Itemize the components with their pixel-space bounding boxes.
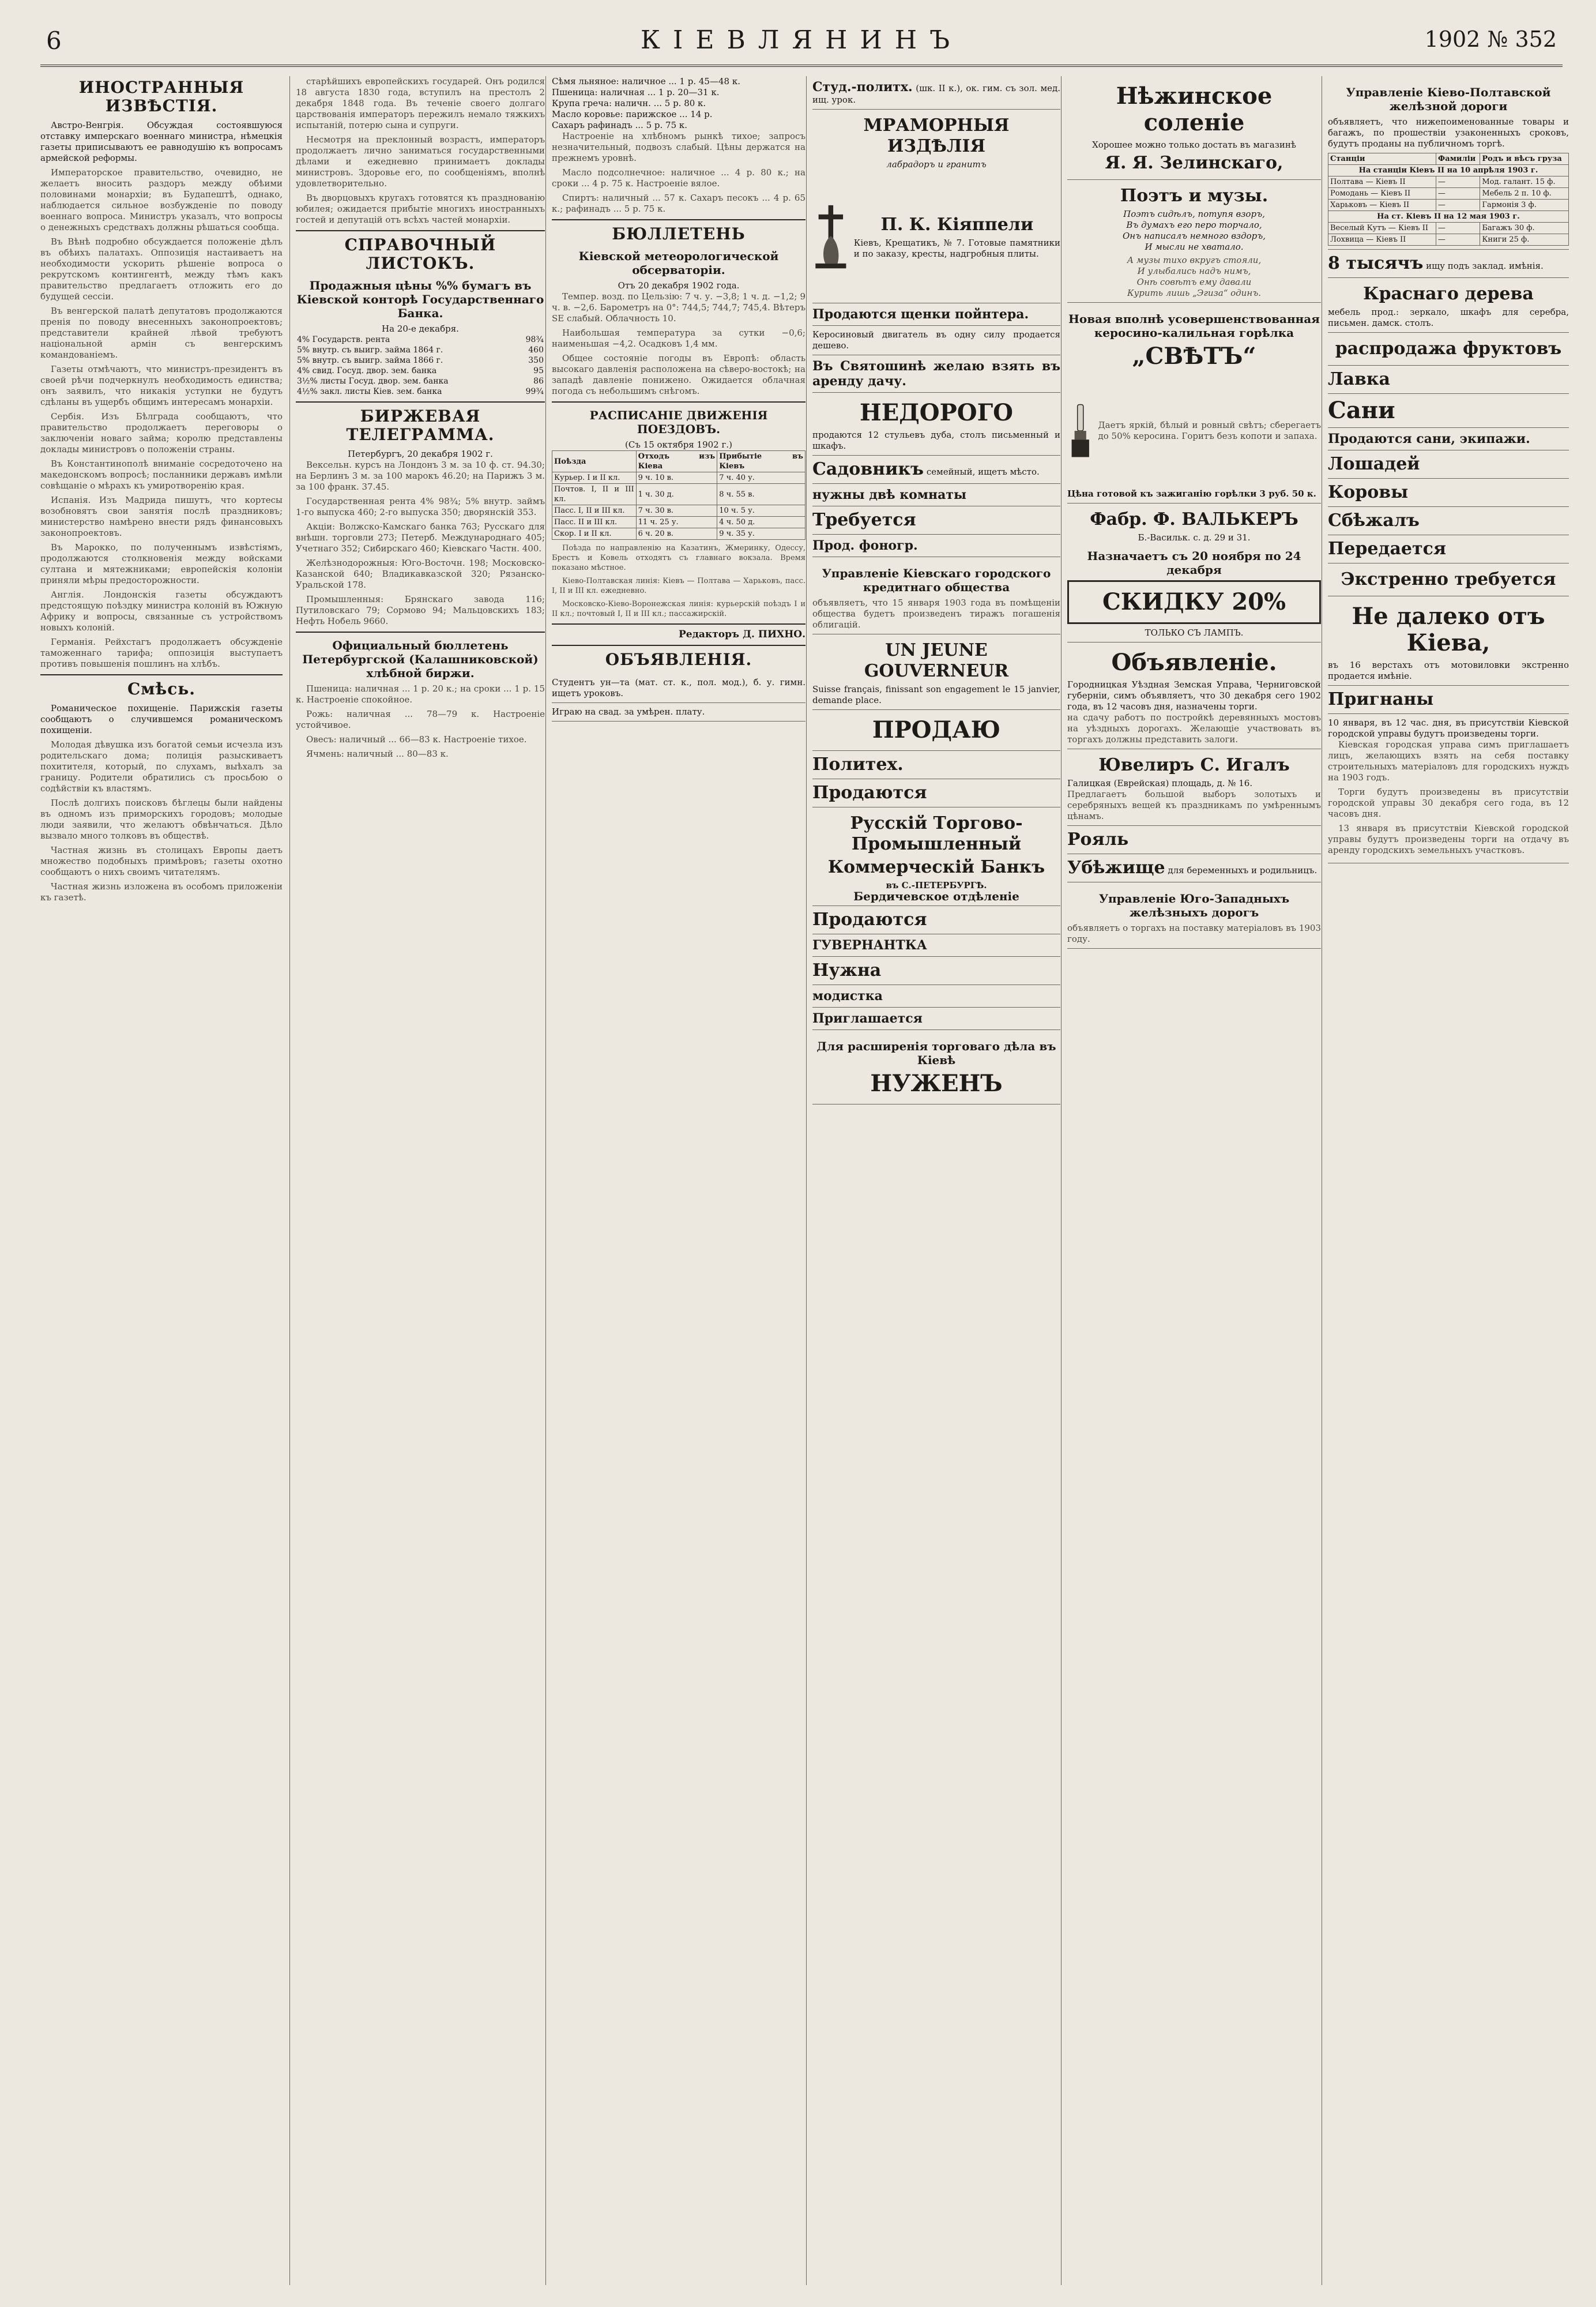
table-row: Лохвица — Кіевъ II — Книги 25 ф. [1328,234,1569,246]
column-ads-left [806,76,1060,2285]
ad-gardener: Садовникъ семейный, ищетъ мѣсто. [812,456,1060,484]
column-header: Фамиліи [1436,153,1480,165]
ad-announcement: Объявленіе. Городницкая Уѣздная Земская Управа, Черниговской губерніи, симъ объявляетъ, что 30 декабря сего 1902 года, въ 12 часовъ дня, назначены торги. на сдачу работъ по постройкѣ деревянныхъ мостовъ на уѣздныхъ дорогахъ. Желающіе участвовать въ торгахъ должны представить залоги. [1067,642,1321,749]
jeweler-text: Галицкая (Еврейская) площадь, д. № 16. [1067,778,1253,788]
cross-monument-illustration [812,172,849,299]
sw-railway-title: Управленіе Юго-Западныхъ желѣзныхъ дорогъ [1098,892,1290,919]
zelinsky-name: Я. Я. Зелинскаго, [1105,153,1283,173]
timetable-subheading: (Съ 15 октября 1902 г.) [625,439,732,450]
column-markets [545,76,805,2285]
column-reference [289,76,545,2285]
rate-value: 460 [528,345,544,355]
table-row: Харьковъ — Кіевъ II — Гармонія 3 ф. [1328,200,1569,211]
marble-text: Кіевъ, Крещатикъ, № 7. Готовые памятники и по заказу, кресты, надгробныя плиты. [853,238,1060,259]
page-number: 6 [46,27,62,55]
ad-jeweler: Ювелиръ С. Игалъ Галицкая (Еврейская) площадь, д. № 16. Предлагаетъ большой выборъ золотыхъ и серебряныхъ вещей къ праздникамъ по умѣреннымъ цѣнамъ. [1067,749,1321,826]
reference-subheading: Продажныя цѣны %% бумагъ въ Кіевской конторѣ Государственнаго Банка. [296,279,544,320]
walker-address: Б.-Васильк. с. д. 29 и 31. [1138,532,1251,543]
rate-name: 4½% закл. листы Кіев. зем. банка [297,387,442,396]
rate-value: 99¾ [525,387,544,396]
divider [296,230,545,231]
reference-date: На 20-е декабря. [382,324,459,334]
ad-commercial-bank [812,807,1060,906]
mahogany-title: Краснаго дерева [1363,284,1534,304]
auction-text: 10 января, въ 12 час. дня, въ присутствіи Кіевской городской управы будутъ произведены торги. [1328,717,1569,739]
bulletin-heading: БЮЛЛЕТЕНЬ [612,224,746,243]
market-list [552,76,805,131]
rate-name: 3½% листы Госуд. двор. зем. банка [297,377,449,386]
rates-table [296,335,545,397]
divider [296,632,545,633]
divider [40,674,283,675]
table-row: Ромодань — Кіевъ II — Мебель 2 п. 10 ф. [1328,188,1569,200]
column-header: Отходъ изъ Кіева [636,451,717,472]
ad-estate [1328,596,1569,686]
table-row [296,355,545,366]
railway-title: Управленіе Кіево-Полтавской желѣзной дороги [1346,85,1551,113]
ad-dogs: Продаются щенки пойнтера. [812,303,1060,326]
column-header: Станціи [1328,153,1436,165]
divider [296,401,545,403]
article-continued: старѣйшихъ европейскихъ государей. Онъ родился 18 августа 1830 года, вступилъ на престолъ 2 декабря 1848 года. Въ теченіе своего долгаго царствованія императоръ пережилъ немало тяжкихъ испытаній, потерю сына и супруги. Несмотря на преклонный возрастъ, императоръ продолжаетъ лично заниматься государственными дѣлами и ежедневно принимаетъ доклады министровъ. Здоровье его, по сообщеніямъ, вполнѣ удовлетворительно. Въ дворцовыхъ кругахъ готовятся къ празднованію юбилея; ожидается прибытіе многихъ иностранныхъ гостей и депутацій отъ всѣхъ частей монархіи. [296,76,545,225]
ad-cheap-title: НЕДОРОГО [859,399,1014,426]
lamp-illustration [1067,373,1093,489]
announcement-heading: Объявленіе. [1111,649,1277,676]
ad-kiev-poltava-railway [1328,76,1569,250]
divider [552,623,805,625]
railway-text: объявляетъ, что нижепоименованные товары и багажъ, по прошествіи узаконенныхъ сроковъ, будутъ проданы на публичномъ торгѣ. [1328,117,1569,149]
poem-line: И мысли не хватало. [1145,242,1244,252]
table-row: На ст. Кіевъ II на 12 мая 1903 г. [1328,211,1569,223]
market-line: Сѣмя льняное: наличное ... 1 р. 45—48 к. [552,76,740,87]
ad-piano: Рояль [1067,826,1321,854]
misc-lead: Романическое похищеніе. Парижскія газеты сообщаютъ о случившемся романическомъ похищеніи. [40,703,283,735]
market-line: Пшеница: наличная ... 1 р. 20—31 к. [552,87,720,97]
ad-marble [812,110,1060,303]
column-header: Прибытіе въ Кіевъ [717,451,805,472]
bulletin-body: Темпер. возд. по Цельзію: 7 ч. у. −3,8; 1 ч. д. −1,2; 9 ч. в. −2,6. Барометръ на 0°: 744,5; 744,7; 745,4. Вѣтеръ SE слабый. Облачность 10. Наибольшая температура за сутки −0,6; наименьшая −4,2. Осадковъ 1,4 мм. Общее состояніе погоды въ Европѣ: область высокаго давленія расположена на сѣверо-востокѣ; на западѣ давленіе понижено. Ожидается облачная погода съ небольшимъ снѣгомъ. [552,291,805,396]
ad-milliner: модистка [812,985,1060,1008]
ad-sw-railway: Управленіе Юго-Западныхъ желѣзныхъ дорогъ объявляетъ о торгахъ на поставку матеріаловъ въ 1903 году. [1067,882,1321,949]
marble-company-name: П. К. Кіяппели [880,215,1034,235]
ad-auction: 10 января, въ 12 час. дня, въ присутствіи Кіевской городской управы будутъ произведены торги. Кіевская городская управа симъ приглашаетъ лицъ, желающихъ взять на себя поставку строительныхъ матеріаловъ для городскихъ нуждъ на 1903 годъ. Торги будутъ произведены въ присутствіи городской управы 30 декабря сего года, въ 12 часовъ дня. 13 января въ присутствіи Кіевской городской управы будутъ произведены торги на отдачу въ аренду городскихъ земельныхъ участковъ. [1328,714,1569,863]
divider [552,645,805,646]
ad-polytech: Политех. [812,751,1060,779]
ad-shop: Лавка [1328,366,1569,394]
ad-lamp: Новая вполнѣ усовершенствованная керосино-калильная горѣлка „СВѢТЪ“ Даетъ яркій, бѣлый и ровный свѣтъ; сберегаетъ до 50% керосина. Горитъ безъ копоти и запаха. Цѣна готовой къ зажиганію горѣлки 3 руб. 50 к. [1067,303,1321,504]
rate-name: 4% Государств. рента [297,335,390,344]
ad-cattle: Пригнаны [1328,686,1569,714]
table-row: Веселый Кутъ — Кіевъ II — Багажъ 30 ф. [1328,223,1569,234]
ad-urgent: Экстренно требуется [1328,563,1569,596]
table-row: Скор. I и II кл. 6 ч. 20 в. 9 ч. 35 у. [552,528,805,540]
market-line: Крупа греча: наличн. ... 5 р. 80 к. [552,98,706,108]
french-tutor-title: UN JEUNE GOUVERNEUR [864,640,1009,681]
bulletin-subheading: Кіевской метеорологической обсерваторіи. [578,249,779,277]
ads-heading: ОБЪЯВЛЕНІЯ. [605,650,752,669]
rate-name: 4% свид. Госуд. двор. зем. банка [297,366,437,375]
lamp-price: Цѣна готовой къ зажиганію горѣлки 3 руб. 50 к. [1067,489,1316,499]
column-ads-right [1322,76,1569,2285]
table-row: На станціи Кіевъ II на 10 апрѣля 1903 г. [1328,165,1569,176]
ad-needed: Нужна [812,957,1060,985]
ad-cows: Коровы [1328,479,1569,507]
marble-heading: МРАМОРНЫЯ ИЗДѢЛІЯ [863,115,1010,156]
poem-title: Поэтъ и музы. [1120,186,1268,206]
ad-sleighs: Сани [1328,394,1569,428]
market-line: Сахаръ рафинадъ ... 5 р. 75 к. [552,120,688,130]
poem: Поэтъ и музы. Поэтъ сидѣлъ, потупя взоръ, Въ думахъ его перо торчало, Онъ написалъ немного вздоръ, И мысли не хватало. А музы тихо вкругъ стояли, И улыбались надъ нимъ, Онѣ совѣтъ ему давали Курить лишь „Эгиза“ одинъ. [1067,180,1321,303]
ad-runaway: Сбѣжалъ [1328,507,1569,535]
jeweler-title: Ювелиръ С. Игалъ [1098,755,1290,775]
column-ads-center [1061,76,1321,2285]
exchange-subheading: Петербургъ, 20 декабря 1902 г. [348,449,493,459]
column-header: Родъ и вѣсъ груза [1480,153,1569,165]
lamp-heading: Новая вполнѣ усовершенствованная керосино-калильная горѣлка [1068,312,1320,340]
masthead [40,23,1563,67]
table-header-row [552,451,805,472]
ad-for-sale: Продаются [812,779,1060,807]
ad-credit-society: Управленіе Кіевскаго городского кредитнаго общества объявляетъ, что 15 января 1903 года въ помѣщеніи общества будетъ произведенъ тиражъ погашенія облигацій. [812,557,1060,634]
poem-line: Онъ написалъ немного вздоръ, [1122,231,1266,241]
walker-title: Фабр. Ф. ВАЛЬКЕРЪ [1090,509,1298,529]
market-line: Масло коровье: парижское ... 14 р. [552,109,713,119]
announcement-text: Городницкая Уѣздная Земская Управа, Черниговской губерніи, симъ объявляетъ, что 30 декабря сего 1902 года, въ 12 часовъ дня, назначены торги. [1067,679,1321,712]
exchange-heading: БИРЖЕВАЯ ТЕЛЕГРАММА. [346,407,495,444]
table-row [296,335,545,345]
ad-rooms: нужны двѣ комнаты [812,484,1060,506]
table-row: Пасс. I, II и III кл. 7 ч. 30 в. 10 ч. 5 у. [552,505,805,517]
ad-fruit-sale: распродажа фруктовъ [1328,333,1569,366]
table-row [296,376,545,386]
zelinsky-title: Нѣжинское соленіе [1116,82,1273,136]
grain-body: Пшеница: наличная ... 1 р. 20 к.; на сроки ... 1 р. 15 к. Настроеніе спокойное. Рожь: наличная ... 78—79 к. Настроеніе устойчивое. Овесъ: наличный ... 66—83 к. Настроеніе тихое. Ячмень: наличный ... 80—83 к. [296,683,545,759]
ad-wanted: Требуется [812,506,1060,535]
table-row: Пасс. II и III кл. 11 ч. 25 у. 4 ч. 50 д. [552,517,805,528]
bank-title: Русскій Торгово-Промышленный [850,813,1023,854]
lamp-name: „СВѢТЪ“ [1132,343,1256,370]
section-heading-misc: Смѣсь. [127,679,196,698]
article-lead: Австро-Венгрія. Обсуждая состоявшуюся отставку имперскаго военнаго министра, нѣмецкія газеты приписываютъ ее равнодушію къ вопросамъ армейской реформы. [40,120,283,163]
column-header: Поѣзда [552,451,637,472]
editor-line: Редакторъ Д. ПИХНО. [679,629,805,640]
column-foreign-news [40,76,283,2285]
bulletin-date: Отъ 20 декабря 1902 года. [618,280,740,291]
ad-transfer: Передается [1328,535,1569,563]
ad-student: Студентъ ун—та (мат. ст. к., пол. мод.), б. у. гимн. ищетъ уроковъ. [552,674,805,703]
newspaper-title: КІЕВЛЯНИНЪ [640,25,963,55]
timetable-table [552,450,805,540]
bank-subtitle: Коммерческій Банкъ [827,857,1045,877]
walker-offer: Назначаетъ съ 20 ноября по 24 декабря [1087,549,1301,577]
rate-value: 95 [533,366,544,375]
bank-branch: Бердичевское отдѣленіе [853,889,1019,903]
ad-sale: ПРОДАЮ [812,710,1060,751]
table-row: Почтов. I, II и III кл. 1 ч. 30 д. 8 ч. 55 в. [552,484,805,505]
ad-zelinsky [1067,76,1321,180]
section-heading: ИНОСТРАННЫЯ ИЗВѢСТІЯ. [78,78,244,115]
rate-name: 5% внутр. съ выигр. займа 1866 г. [297,356,443,365]
table-row: Полтава — Кіевъ II — Мод. галант. 15 ф. [1328,176,1569,188]
walker-discount: СКИДКУ 20% [1102,588,1286,615]
ad-for-sale-2: Продаются [812,906,1060,934]
ad-sleighs-sold: Продаются сани, экипажи. [1328,428,1569,450]
ad-student-polytech: Студ.-политх. (шк. II к.), ок. гим. съ зол. мед. ищ. урок. [812,76,1060,110]
rate-value: 86 [533,377,544,386]
ad-shelter: Убѣжище для беременныхъ и родильницъ. [1067,854,1321,882]
poem-line: Въ думахъ его перо торчало, [1126,220,1262,230]
zelinsky-subtitle: Хорошее можно только достать въ магазинѣ [1092,140,1296,150]
credit-society-title: Управленіе Кіевскаго городского кредитнаго общества [822,566,1051,594]
table-row [296,345,545,355]
ad-business-expansion: Для расширенія торговаго дѣла въ Кіевѣ НУЖЕНЪ [812,1030,1060,1104]
ad-governess: ГУВЕРНАНТКА [812,934,1060,957]
divider [552,401,805,403]
estate-text: въ 16 верстахъ отъ мотовиловки экстренно продается имѣніе. [1328,660,1569,681]
bank-city: въ С.-ПЕТЕРБУРГѢ. [886,880,987,891]
table-row [296,386,545,397]
french-tutor-text: Suisse français, finissant son engagement le 15 janvier, demande place. [812,684,1060,705]
ad-8-thousand: 8 тысячъ ищу подъ заклад. имѣнія. [1328,250,1569,278]
table-row: Курьер. I и II кл. 9 ч. 10 в. 7 ч. 40 у. [552,472,805,484]
rate-value: 350 [528,356,544,365]
rate-value: 98¾ [525,335,544,344]
ad-kerosene-engine: Керосиновый двигатель въ одну силу продается дешево. [812,326,1060,355]
timetable-heading: РАСПИСАНІЕ ДВИЖЕНІЯ ПОЕЗДОВЪ. [589,408,768,436]
table-row [296,366,545,376]
ad-cheap [812,393,1060,456]
ad-horses: Лошадей [1328,450,1569,479]
railway-goods-table [1328,153,1569,246]
newspaper-page [40,23,1569,2290]
timetable-notes: Поѣзда по направленію на Казатинъ, Жмеринку, Одессу, Брестъ и Ковель отходятъ съ главнаго вокзала. Время показано мѣстное. Кіево-Полтавская линія: Кіевъ — Полтава — Харьковъ, пасс. I, II и III кл. ежедневно. Московско-Кіево-Воронежская линія: курьерскій поѣздъ I и II кл.; почтовый I, II и III кл.; пассажирскій. [552,544,805,618]
ad-walker [1067,504,1321,642]
rate-name: 5% внутр. съ выигр. займа 1864 г. [297,345,443,355]
article-body: Императорское правительство, очевидно, не желаетъ вносить раздоръ между обѣими половинами монархіи; въ Будапештѣ, однако, наблюдается сильное возбужденіе по поводу военнаго вопроса. Министръ указалъ, что вопросы о денежныхъ средствахъ должны рѣшаться сообща. Въ Вѣнѣ подробно обсуждается положеніе дѣлъ въ обѣихъ палатахъ. Оппозиція настаиваетъ на необходимости ускорить рѣшеніе вопроса о рекрутскомъ контингентѣ, между тѣмъ какъ правительство предлагаетъ отложить его до будущей сессіи. Въ венгерской палатѣ депутатовъ продолжаются пренія по поводу внесенныхъ законопроектовъ; представители крайней лѣвой требуютъ національной армін съ венгерскимъ командованіемъ. Газеты отмѣчаютъ, что министръ-президентъ въ своей рѣчи подчеркнулъ необходимость единства; онъ заявилъ, что никакія уступки не будутъ сдѣланы въ ущербъ общимъ интересамъ монархіи. Сербія. Изъ Бѣлграда сообщаютъ, что правительство продолжаетъ переговоры о заключеніи новаго займа; королю представлены доклады министровъ о положеніи страны. Въ Константинополѣ вниманіе сосредоточено на македонскомъ вопросѣ; посланники державъ имѣли совѣщаніе о мѣрахъ къ умиротворенію края. Испанія. Изъ Мадрида пишутъ, что кортесы возобновятъ свои занятія послѣ праздниковъ; министерство намѣрено внести рядъ финансовыхъ законопроектовъ. Въ Марокко, по полученнымъ извѣстіямъ, продолжаются столкновенія между войсками султана и мятежниками; европейскія колоніи приняли мѣры предосторожности. Англія. Лондонскія газеты обсуждаютъ предстоящую поѣздку министра колоній въ Южную Африку и вопросы, связанные съ устройствомъ новыхъ колоній. Германія. Рейхстагъ продолжаетъ обсужденіе таможеннаго тарифа; оппозиція выступаетъ противъ повышенія пошлинъ на хлѣбъ. [40,167,283,669]
mahogany-text: мебель прод.: зеркало, шкафъ для серебра, письмен. дамск. столъ. [1328,307,1569,328]
reference-heading: СПРАВОЧНЫЙ ЛИСТОКЪ. [344,235,496,273]
market-body: Настроеніе на хлѣбномъ рынкѣ тихое; запросъ незначительный, подвозъ слабый. Цѣны держатся на прежнемъ уровнѣ. Масло подсолнечное: наличное ... 4 р. 80 к.; на сроки ... 4 р. 75 к. Настроеніе вялое. Спиртъ: наличный ... 57 к. Сахаръ песокъ ... 4 р. 65 к.; рафинадъ ... 5 р. 75 к. [552,131,805,214]
misc-body: Молодая дѣвушка изъ богатой семьи исчезла изъ родительскаго дома; полиція разыскиваетъ похитителя, который, по слухамъ, выѣхалъ за границу. Родители обратились съ просьбою о содѣйствіи къ властямъ. Послѣ долгихъ поисковъ бѣглецы были найдены въ одномъ изъ приморскихъ городовъ; молодые люди заявили, что желаютъ обвѣнчаться. Дѣло вызвало много толковъ въ обществѣ. Частная жизнь въ столицахъ Европы даетъ множество подобныхъ примѣровъ; газеты охотно сообщаютъ о нихъ своимъ читателямъ. Частная жизнь изложена въ особомъ приложеніи къ газетѣ. [40,739,283,903]
ad-mahogany [1328,278,1569,333]
grain-heading: Официальный бюллетень Петербургской (Калашниковской) хлѣбной биржи. [302,638,539,680]
ad-music: Играю на свад. за умѣрен. плату. [552,703,805,722]
divider [552,219,805,220]
walker-note: ТОЛЬКО СЪ ЛАМПЪ. [1145,628,1244,638]
ad-french-tutor [812,634,1060,710]
ad-invited: Приглашается [812,1008,1060,1030]
ad-cheap-text: продаются 12 стульевъ дуба, столъ письменный и шкафъ. [812,430,1060,451]
marble-subheading: лабрадоръ и гранитъ [886,159,987,170]
ad-phonograph: Прод. фоногр. [812,535,1060,557]
estate-title: Не далеко отъ Кіева, [1352,603,1545,656]
exchange-body: Вексельн. курсъ на Лондонъ 3 м. за 10 ф. ст. 94.30; на Берлинъ 3 м. за 100 марокъ 46.20; на Парижъ 3 м. за 100 франк. 37.45. Государственная рента 4% 98¾; 5% внутр. займъ 1-го выпуска 460; 2-го выпуска 350; дворянскій 353. Акціи: Волжско-Камскаго банка 763; Русскаго для внѣшн. торговли 273; Петерб. Международнаго 405; Учетнаго 352; Сибирскаго 460; Кіевскаго Частн. 400. Желѣзнодорожныя: Юго-Восточн. 198; Московско-Казанской 640; Владикавказской 320; Рязанско-Уральской 178. Промышленныя: Брянскаго завода 116; Путиловскаго 79; Сормово 94; Мальцовскихъ 183; Нефть Нобель 9660. [296,460,545,626]
issue-number: 1902 № 352 [1424,27,1557,52]
poem-line: Поэтъ сидѣлъ, потупя взоръ, [1123,209,1265,219]
table-header-row [1328,153,1569,165]
ad-svyatoshin: Въ Святошинѣ желаю взять въ аренду дачу. [812,355,1060,393]
